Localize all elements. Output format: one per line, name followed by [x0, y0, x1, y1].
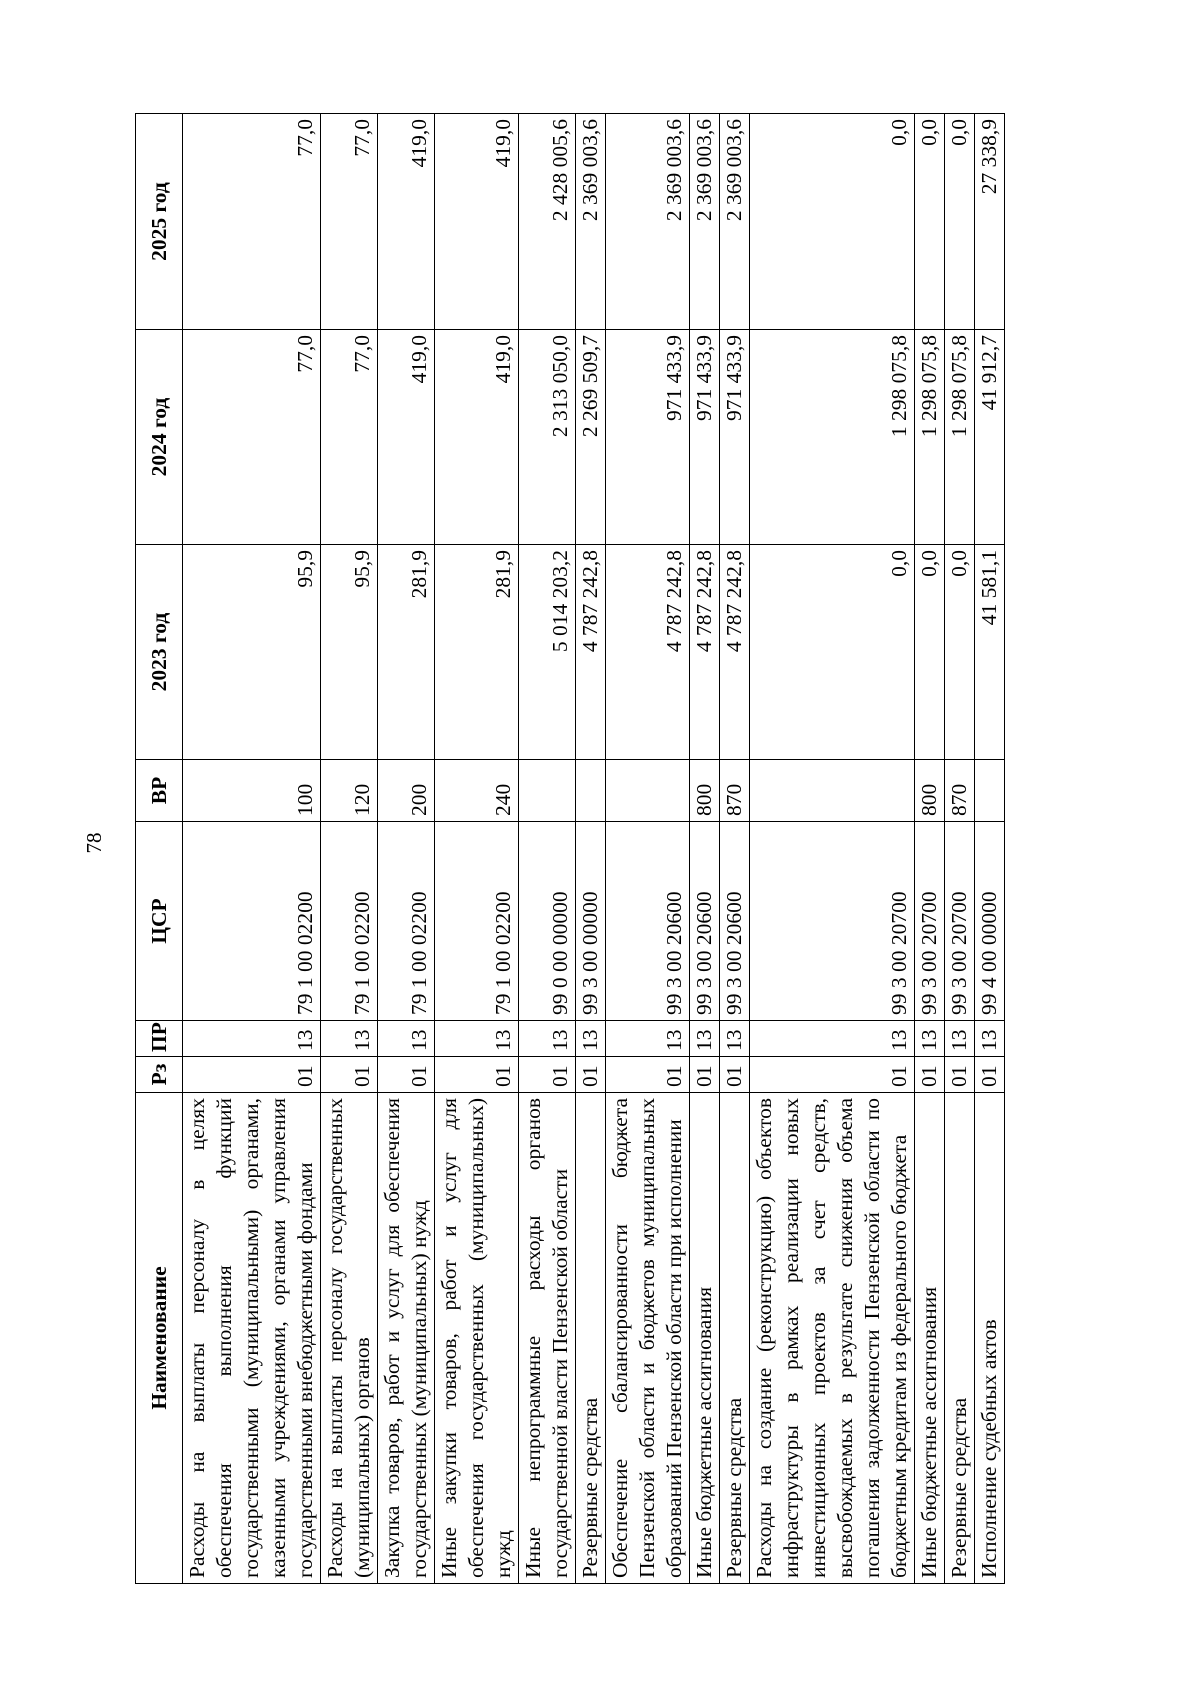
row-name: Исполнение судебных актов: [975, 1093, 1005, 1584]
page-number: 78: [82, 832, 106, 854]
row-2025: 2 369 003,6: [720, 114, 750, 330]
row-vr: 120: [321, 760, 378, 822]
row-pr: 13: [321, 1021, 378, 1057]
header-2023: 2023 год: [136, 545, 183, 760]
row-csr: 99 3 00 20700: [750, 822, 915, 1021]
row-pr: 13: [435, 1021, 519, 1057]
row-vr: 240: [435, 760, 519, 822]
row-vr: [750, 760, 915, 822]
row-2025: 419,0: [435, 114, 519, 330]
table-row: [750, 114, 915, 1584]
row-2024: 41 912,7: [975, 330, 1005, 545]
rotated-table-container: [135, 113, 1001, 1584]
row-csr: 99 3 00 20600: [720, 822, 750, 1021]
row-csr: 99 3 00 20600: [606, 822, 690, 1021]
row-pr: 13: [378, 1021, 435, 1057]
row-csr: 99 3 00 20700: [915, 822, 945, 1021]
row-2025: 2 369 003,6: [690, 114, 720, 330]
row-2023: 281,9: [435, 545, 519, 760]
row-2023: 0,0: [750, 545, 915, 760]
row-2023: 41 581,1: [975, 545, 1005, 760]
row-csr: 79 1 00 02200: [435, 822, 519, 1021]
row-rz: 01: [975, 1057, 1005, 1093]
row-2025: 419,0: [378, 114, 435, 330]
row-vr: [606, 760, 690, 822]
row-2023: 4 787 242,8: [690, 545, 720, 760]
row-csr: 99 0 00 00000: [519, 822, 576, 1021]
row-vr: 800: [690, 760, 720, 822]
row-2023: 4 787 242,8: [576, 545, 606, 760]
row-rz: 01: [720, 1057, 750, 1093]
row-name: Расходы на выплаты персоналу государственных (муниципальных) органов: [321, 1093, 378, 1584]
row-2024: 1 298 075,8: [945, 330, 975, 545]
table-row: [519, 114, 576, 1584]
row-pr: 13: [606, 1021, 690, 1057]
row-rz: 01: [750, 1057, 915, 1093]
row-name: Резервные средства: [945, 1093, 975, 1584]
row-2025: 0,0: [750, 114, 915, 330]
row-name: Обеспечение сбалансированности бюджета Пензенской области и бюджетов муниципальных образований Пензенской области при исполнении: [606, 1093, 690, 1584]
row-name: Иные бюджетные ассигнования: [915, 1093, 945, 1584]
row-vr: [975, 760, 1005, 822]
row-2025: 2 369 003,6: [576, 114, 606, 330]
row-2023: 95,9: [321, 545, 378, 760]
row-vr: 870: [720, 760, 750, 822]
row-vr: 200: [378, 760, 435, 822]
row-2024: 419,0: [378, 330, 435, 545]
header-vr: ВР: [136, 760, 183, 822]
row-csr: 79 1 00 02200: [183, 822, 321, 1021]
row-pr: 13: [183, 1021, 321, 1057]
row-pr: 13: [975, 1021, 1005, 1057]
row-2025: 2 369 003,6: [606, 114, 690, 330]
row-name: Резервные средства: [576, 1093, 606, 1584]
row-2024: 971 433,9: [690, 330, 720, 545]
row-rz: 01: [945, 1057, 975, 1093]
row-2025: 77,0: [321, 114, 378, 330]
row-rz: 01: [183, 1057, 321, 1093]
table-row: [915, 114, 945, 1584]
row-2024: 1 298 075,8: [750, 330, 915, 545]
row-vr: 100: [183, 760, 321, 822]
header-rz: Рз: [136, 1057, 183, 1093]
row-vr: 800: [915, 760, 945, 822]
row-pr: 13: [519, 1021, 576, 1057]
header-2024: 2024 год: [136, 330, 183, 545]
row-2024: 419,0: [435, 330, 519, 545]
row-2023: 4 787 242,8: [606, 545, 690, 760]
table-row: [435, 114, 519, 1584]
table-row: [183, 114, 321, 1584]
row-csr: 99 3 00 20600: [690, 822, 720, 1021]
row-rz: 01: [435, 1057, 519, 1093]
row-name: Расходы на выплаты персоналу в целях обеспечения выполнения функций государственными (муниципальными) органами, казенными учреждениями, органами управления государственными внебюджетными фондами: [183, 1093, 321, 1584]
row-vr: [576, 760, 606, 822]
row-2024: 971 433,9: [606, 330, 690, 545]
row-2023: 5 014 203,2: [519, 545, 576, 760]
table-row: [975, 114, 1005, 1584]
row-rz: 01: [690, 1057, 720, 1093]
row-2024: 2 313 050,0: [519, 330, 576, 545]
header-row: [136, 114, 183, 1584]
table-row: [378, 114, 435, 1584]
row-2023: 281,9: [378, 545, 435, 760]
table-row: [576, 114, 606, 1584]
table-row: [321, 114, 378, 1584]
table-row: [720, 114, 750, 1584]
row-rz: 01: [576, 1057, 606, 1093]
row-2024: 971 433,9: [720, 330, 750, 545]
row-2025: 0,0: [915, 114, 945, 330]
row-rz: 01: [321, 1057, 378, 1093]
row-2024: 77,0: [321, 330, 378, 545]
row-pr: 13: [576, 1021, 606, 1057]
row-2023: 95,9: [183, 545, 321, 760]
row-pr: 13: [915, 1021, 945, 1057]
table-row: [690, 114, 720, 1584]
table-row: [606, 114, 690, 1584]
table-row: [945, 114, 975, 1584]
row-name: Закупка товаров, работ и услуг для обеспечения государственных (муниципальных) нужд: [378, 1093, 435, 1584]
header-csr: ЦСР: [136, 822, 183, 1021]
row-csr: 79 1 00 02200: [321, 822, 378, 1021]
row-csr: 79 1 00 02200: [378, 822, 435, 1021]
row-vr: 870: [945, 760, 975, 822]
row-2025: 2 428 005,6: [519, 114, 576, 330]
row-name: Иные непрограммные расходы органов государственной власти Пензенской области: [519, 1093, 576, 1584]
row-csr: 99 3 00 20700: [945, 822, 975, 1021]
row-2024: 1 298 075,8: [915, 330, 945, 545]
row-rz: 01: [378, 1057, 435, 1093]
row-rz: 01: [915, 1057, 945, 1093]
row-pr: 13: [945, 1021, 975, 1057]
row-vr: [519, 760, 576, 822]
row-2025: 27 338,9: [975, 114, 1005, 330]
row-2025: 77,0: [183, 114, 321, 330]
row-2023: 0,0: [945, 545, 975, 760]
row-2023: 4 787 242,8: [720, 545, 750, 760]
row-name: Расходы на создание (реконструкцию) объектов инфраструктуры в рамках реализации новых инвестиционных проектов за счет средств, высвобождаемых в результате снижения объема погашения задолженности Пензенской области по бюджетным кредитам из федерального бюджета: [750, 1093, 915, 1584]
row-2024: 2 269 509,7: [576, 330, 606, 545]
budget-table: [135, 113, 1005, 1584]
header-name: Наименование: [136, 1093, 183, 1584]
row-rz: 01: [519, 1057, 576, 1093]
header-2025: 2025 год: [136, 114, 183, 330]
header-pr: ПР: [136, 1021, 183, 1057]
row-name: Резервные средства: [720, 1093, 750, 1584]
row-pr: 13: [720, 1021, 750, 1057]
row-pr: 13: [690, 1021, 720, 1057]
row-rz: 01: [606, 1057, 690, 1093]
row-2024: 77,0: [183, 330, 321, 545]
row-name: Иные бюджетные ассигнования: [690, 1093, 720, 1584]
row-2025: 0,0: [945, 114, 975, 330]
row-csr: 99 4 00 00000: [975, 822, 1005, 1021]
row-name: Иные закупки товаров, работ и услуг для обеспечения государственных (муниципальных) нужд: [435, 1093, 519, 1584]
row-2023: 0,0: [915, 545, 945, 760]
row-csr: 99 3 00 00000: [576, 822, 606, 1021]
row-pr: 13: [750, 1021, 915, 1057]
